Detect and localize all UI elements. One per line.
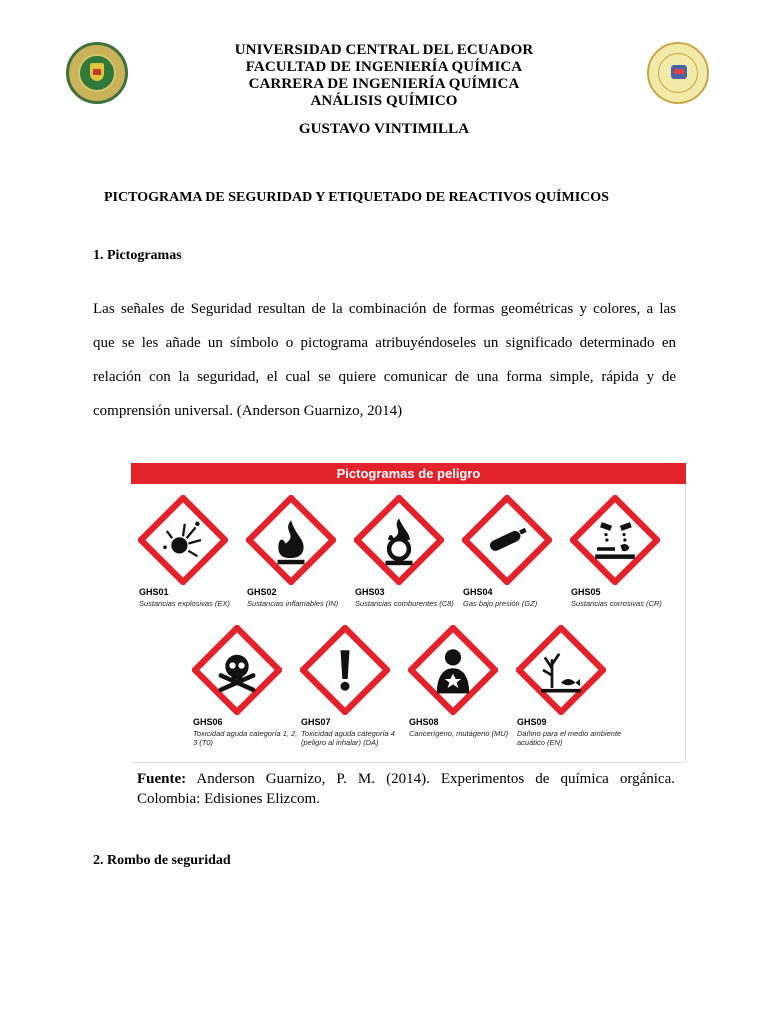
ghs-description: Cancerígeno, mutágeno (MU) [409, 729, 509, 738]
flame-over-circle-icon [354, 495, 444, 585]
ghs-code: GHS05 [571, 587, 601, 597]
ghs-description: Toxicidad aguda categoría 1, 2, 3 (T0) [193, 729, 298, 747]
ghs-code: GHS01 [139, 587, 169, 597]
source-label: Fuente: [137, 771, 187, 787]
source-line-1 [137, 769, 675, 789]
header-faculty: FACULTAD DE INGENIERÍA QUÍMICA [245, 59, 523, 75]
ghs-description: Sustancias corrosivas (CR) [571, 599, 662, 608]
ghs-code: GHS03 [355, 587, 385, 597]
ghs-code: GHS07 [301, 717, 331, 727]
environment-icon [516, 625, 606, 715]
ghs-description: Dañino para el medio ambiente acuático (EN) [517, 729, 622, 747]
ghs-code: GHS06 [193, 717, 223, 727]
paragraph-line: comprensión universal. (Anderson Guarnizo, 2014) [93, 403, 403, 419]
author-name: GUSTAVO VINTIMILLA [298, 121, 470, 137]
header-career: CARRERA DE INGENIERÍA QUÍMICA [248, 76, 520, 92]
exploding-bomb-icon [138, 495, 228, 585]
ghs-code: GHS02 [247, 587, 277, 597]
header-university: UNIVERSIDAD CENTRAL DEL ECUADOR [234, 42, 534, 58]
paragraph-line: que se les añade un símbolo o pictograma atribuyéndoseles un significado determinado en [93, 335, 676, 351]
hazard-pictograms-figure [131, 463, 686, 763]
header-subject: ANÁLISIS QUÍMICO [310, 93, 458, 109]
ghs-description: Sustancias explosivas (EX) [139, 599, 230, 608]
paragraph-line: relación con la seguridad, el cual se quiere comunicar de una forma simple, rápida y de [93, 369, 676, 385]
section-2-heading: 2. Rombo de seguridad [93, 853, 231, 868]
ghs-description: Sustancias inflamables (IN) [247, 599, 339, 608]
figure-header: Pictogramas de peligro [131, 463, 686, 484]
section-1-heading: 1. Pictogramas [93, 248, 182, 263]
flame-icon [246, 495, 336, 585]
health-hazard-icon [408, 625, 498, 715]
ghs-description: Gas bajo presión (GZ) [463, 599, 538, 608]
corrosion-icon [570, 495, 660, 585]
document-title: PICTOGRAMA DE SEGURIDAD Y ETIQUETADO DE REACTIVOS QUÍMICOS [104, 190, 609, 205]
ghs-code: GHS08 [409, 717, 439, 727]
ghs-description: Sustancias comburentes (C8) [355, 599, 454, 608]
skull-crossbones-icon [192, 625, 282, 715]
ghs-description: Toxicidad aguda categoría 4 (peligro al inhalar) (DA) [301, 729, 395, 747]
figure-source [137, 769, 675, 809]
gas-cylinder-icon [462, 495, 552, 585]
section-1-paragraph [93, 292, 676, 428]
exclamation-mark-icon [300, 625, 390, 715]
source-citation: Anderson Guarnizo, P. M. (2014). Experimentos de química orgánica. [196, 771, 675, 787]
ghs-code: GHS04 [463, 587, 493, 597]
ghs-code: GHS09 [517, 717, 547, 727]
source-line-2: Colombia: Edisiones Elizcom. [137, 791, 320, 807]
paragraph-line: Las señales de Seguridad resultan de la combinación de formas geométricas y colores, a las [93, 301, 676, 317]
